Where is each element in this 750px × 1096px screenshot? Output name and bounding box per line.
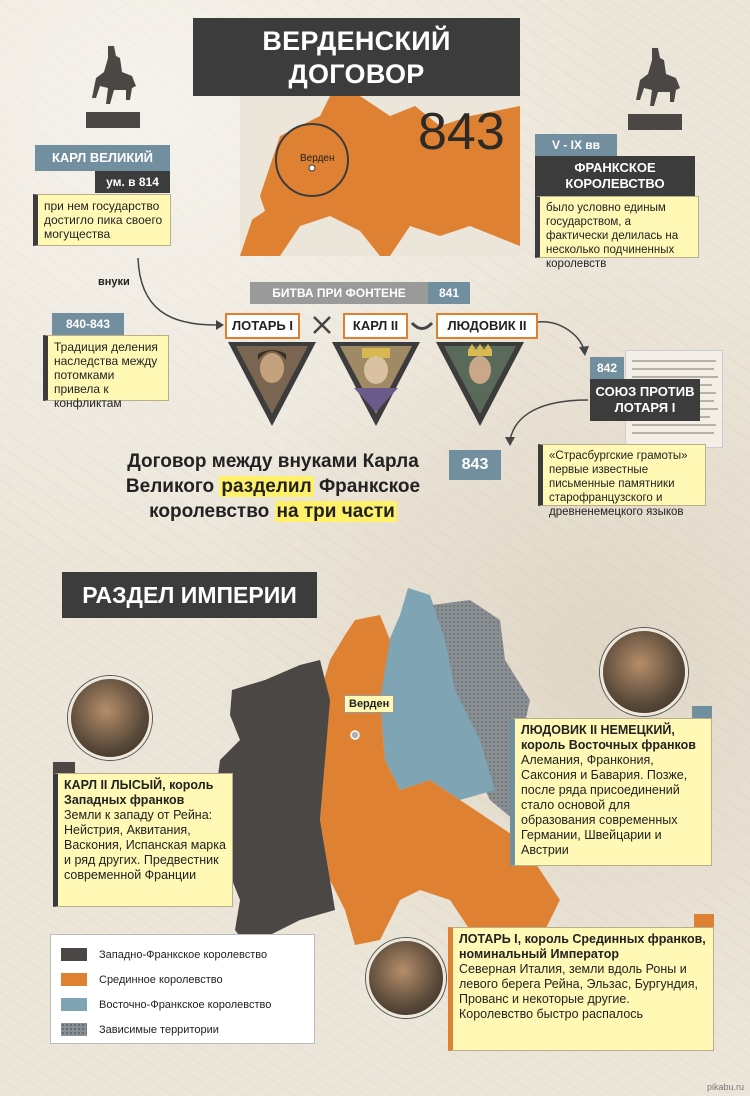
louis-description (510, 718, 712, 866)
treaty-sentence (98, 449, 448, 524)
lothar-marker (694, 914, 714, 927)
frankish-title: ФРАНКСКОЕ КОРОЛЕВСТВО (535, 156, 695, 196)
grandsons-arrow-label: внуки (98, 276, 130, 288)
charles-text: Земли к западу от Рейна: Нейстрия, Аквитания, Васкония, Испанская марка и ряд других. Предвестник современной Франции (64, 808, 226, 882)
charles-description (53, 773, 233, 907)
legend-label: Зависимые территории (99, 1023, 219, 1036)
louis-text: Алемания, Франкония, Саксония и Бавария. Позже, после ряда присоединений стало основой для образования современных Германии, Швейцарии и Австрии (521, 753, 688, 857)
legend-swatch (61, 998, 87, 1011)
grandson-lothar: ЛОТАРЬ I (225, 313, 300, 339)
treaty-sentence-part2: Франкское королевство (149, 476, 421, 522)
frankish-note: было условно единым государством, а фактически делилась на несколько подчиненных королевств (535, 196, 699, 258)
treaty-sentence-highlight2: на три части (276, 501, 395, 522)
charles-round-portrait (68, 676, 152, 760)
union-note: «Страсбургские грамоты» первые известные письменные памятники старофранцузского и древненемецкого языков (538, 444, 706, 506)
legend-label: Восточно-Франкское королевство (99, 998, 272, 1011)
union-year: 842 (590, 357, 624, 379)
charlemagne-death: ум. в 814 (95, 171, 170, 193)
lothar-round-portrait (366, 938, 446, 1018)
tradition-years: 840-843 (52, 313, 124, 335)
treaty-sentence-part1: Договор между внуками Карла Великого (125, 451, 419, 497)
union-title: СОЮЗ ПРОТИВ ЛОТАРЯ I (590, 379, 700, 421)
lothar-heading: ЛОТАРЬ I, король Срединных франков, номинальный Император (459, 932, 706, 961)
frankish-period: V - IX вв (535, 134, 617, 156)
legend-swatch (61, 1023, 87, 1036)
legend-swatch (61, 948, 87, 961)
louis-round-portrait (600, 628, 688, 716)
battle-year: 841 (428, 282, 470, 304)
legend-item (61, 967, 304, 992)
versus-icon (314, 317, 330, 333)
title-line-1: ВЕРДЕНСКИЙ ДОГОВОР (262, 26, 451, 89)
treaty-sentence-highlight1: разделил (221, 476, 312, 497)
lothar-text: Северная Италия, земли вдоль Роны и левого берега Рейна, Эльзас, Бургундия, Прованс и некоторые другие. Королевство быстро распалось (459, 962, 698, 1021)
louis-marker (692, 706, 712, 718)
louis-heading: ЛЮДОВИК II НЕМЕЦКИЙ, король Восточных франков (521, 723, 696, 752)
legend-item (61, 942, 304, 967)
lothar-description (448, 927, 714, 1051)
treaty-year-badge: 843 (449, 450, 501, 480)
legend-label: Западно-Франкское королевство (99, 948, 268, 961)
map-city-label: Верден (300, 153, 335, 164)
map-legend (50, 934, 315, 1044)
battle-name: БИТВА ПРИ ФОНТЕНЕ (250, 282, 428, 304)
louis-portrait (436, 342, 524, 426)
tradition-note: Традиция деления наследства между потомками привела к конфликтам (43, 335, 169, 401)
charles-heading: КАРЛ II ЛЫСЫЙ, король Западных франков (64, 778, 214, 807)
watermark: pikabu.ru (706, 1082, 744, 1092)
division-title: РАЗДЕЛ ИМПЕРИИ (62, 572, 317, 618)
legend-item (61, 1017, 304, 1042)
charles-portrait (332, 342, 420, 426)
lothar-portrait (228, 342, 316, 426)
charles-marker (53, 762, 75, 773)
legend-label: Срединное королевство (99, 973, 223, 986)
verden-marker (351, 731, 359, 739)
charlemagne-name: КАРЛ ВЕЛИКИЙ (35, 145, 170, 171)
division-map-city: Верден (344, 695, 394, 713)
charlemagne-note: при нем государство достигло пика своего могущества (33, 194, 171, 246)
treaty-year-big: 843 (418, 103, 505, 161)
west-frankish (215, 660, 335, 950)
legend-swatch (61, 973, 87, 986)
legend-item (61, 992, 304, 1017)
grandson-charles: КАРЛ II (343, 313, 408, 339)
grandson-louis: ЛЮДОВИК II (436, 313, 538, 339)
union-link-icon (412, 323, 432, 329)
